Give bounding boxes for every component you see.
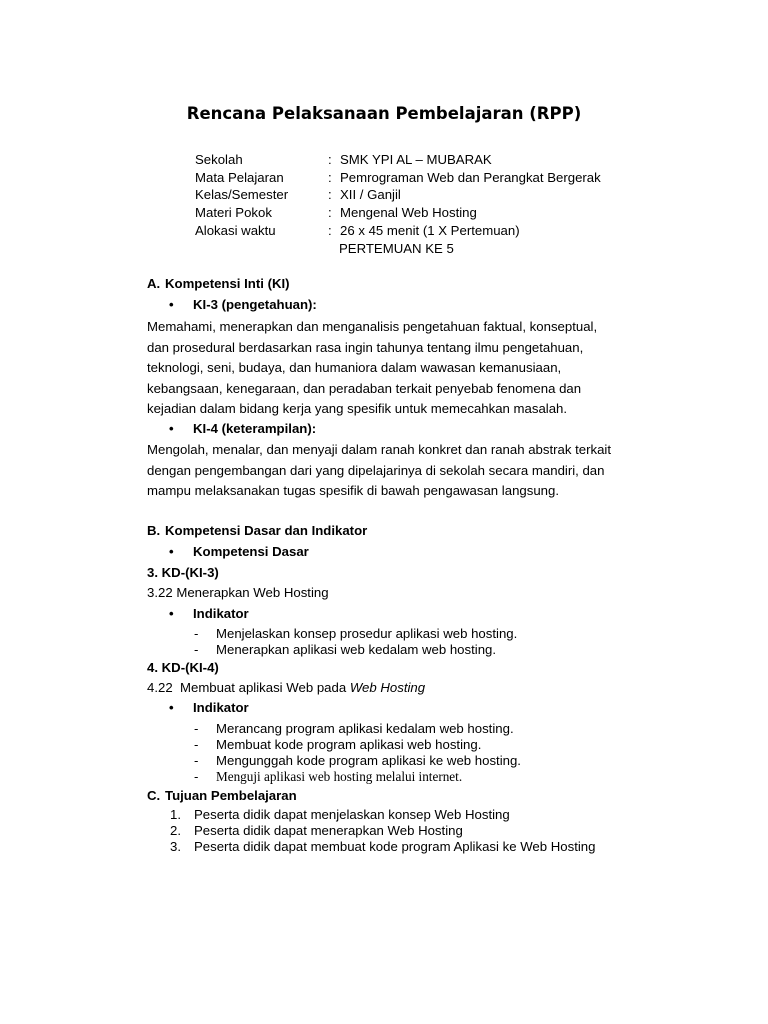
indicator-text: Merancang program aplikasi kedalam web hosting. (216, 721, 514, 736)
kd4-item-italic: Web Hosting (349, 680, 426, 695)
identity-value: 26 x 45 menit (1 X Pertemuan) (340, 223, 520, 238)
indicator-text: Mengunggah kode program aplikasi ke web hosting. (216, 753, 521, 768)
paragraph-line: kebangsaan, kenegaraan, dan peradaban terkait penyebab fenomena dan (147, 380, 582, 396)
identity-separator: : (328, 187, 332, 202)
identity-separator: : (328, 152, 332, 167)
kd3-heading: 3. KD-(KI-3) (147, 565, 219, 580)
paragraph-line: dengan pengembangan dari yang dipelajarinya di sekolah secara mandiri, dan (147, 462, 605, 478)
kd3-item: 3.22 Menerapkan Web Hosting (147, 585, 329, 600)
section-letter: C. (147, 788, 161, 803)
ki4-label: KI-4 (keterampilan): (193, 421, 317, 436)
kd4-indicator-item (194, 721, 514, 736)
dash-icon: - (194, 721, 199, 736)
identity-value: Pemrograman Web dan Perangkat Bergerak (340, 170, 601, 185)
objective-number: 3. (170, 839, 181, 854)
indicator-text: Membuat kode program aplikasi web hosting. (216, 737, 482, 752)
ki3-bullet (169, 297, 317, 312)
objective-item (170, 807, 510, 822)
pertemuan-label: PERTEMUAN KE 5 (339, 241, 454, 256)
kompetensi-dasar-label: Kompetensi Dasar (193, 544, 309, 559)
paragraph-line: kejadian dalam bidang kerja yang spesifik untuk memecahkan masalah. (147, 401, 568, 417)
section-b-heading (147, 523, 367, 538)
kd4-indicator-item (194, 769, 463, 785)
kompetensi-dasar-bullet (169, 544, 309, 559)
objective-number: 2. (170, 823, 181, 838)
indikator-label: Indikator (193, 606, 249, 621)
kd4-indicator-item (194, 753, 521, 768)
kd3-indicator-item (194, 642, 497, 657)
indikator-label: Indikator (193, 700, 249, 715)
kd3-indikator-bullet (169, 606, 249, 621)
objective-text: Peserta didik dapat membuat kode program Aplikasi ke Web Hosting (194, 839, 596, 854)
objective-text: Peserta didik dapat menerapkan Web Hosting (194, 823, 463, 838)
kd4-indikator-bullet (169, 700, 249, 715)
identity-label: Materi Pokok (195, 205, 272, 220)
section-letter: A. (147, 276, 161, 291)
ki3-label: KI-3 (pengetahuan): (193, 297, 317, 312)
document-title: Rencana Pelaksanaan Pembelajaran (RPP) (186, 104, 582, 123)
indicator-text: Menguji aplikasi web hosting melalui internet. (216, 769, 463, 784)
paragraph-line: Memahami, menerapkan dan menganalisis pengetahuan faktual, konseptual, (147, 319, 598, 334)
objective-item (170, 823, 463, 838)
kd3-indicator-item (194, 626, 518, 641)
identity-separator: : (328, 170, 332, 185)
identity-label: Alokasi waktu (195, 223, 276, 238)
indicator-text: Menerapkan aplikasi web kedalam web hosting. (216, 642, 497, 657)
section-letter: B. (147, 523, 161, 538)
dash-icon: - (194, 626, 199, 641)
ki3-paragraph (147, 317, 657, 420)
bullet-icon: • (169, 700, 174, 715)
identity-label: Kelas/Semester (195, 187, 289, 202)
identity-label: Mata Pelajaran (195, 170, 284, 185)
ki4-bullet (169, 421, 317, 436)
identity-separator: : (328, 205, 332, 220)
paragraph-line: mampu melaksanakan tugas spesifik di bawah pengawasan langsung. (147, 483, 559, 499)
section-c-heading (147, 788, 297, 803)
paragraph-line: teknologi, seni, budaya, dan humaniora dalam wawasan kemanusiaan, (147, 360, 562, 376)
objective-number: 1. (170, 807, 181, 822)
paragraph-line: Mengolah, menalar, dan menyaji dalam ranah konkret dan ranah abstrak terkait (147, 442, 612, 457)
section-title: Kompetensi Inti (KI) (165, 276, 290, 291)
objective-text: Peserta didik dapat menjelaskan konsep Web Hosting (194, 807, 510, 822)
bullet-icon: • (169, 421, 174, 436)
indicator-text: Menjelaskan konsep prosedur aplikasi web hosting. (216, 626, 518, 641)
ki4-paragraph (147, 440, 657, 502)
identity-label: Sekolah (195, 152, 243, 167)
dash-icon: - (194, 753, 199, 768)
kd4-item-text: 4.22 Membuat aplikasi Web pada (147, 680, 350, 695)
identity-value: Mengenal Web Hosting (340, 205, 477, 220)
bullet-icon: • (169, 544, 174, 559)
bullet-icon: • (169, 297, 174, 312)
section-a-heading (147, 276, 290, 291)
bullet-icon: • (169, 606, 174, 621)
section-title: Tujuan Pembelajaran (165, 788, 297, 803)
identity-value: XII / Ganjil (340, 187, 401, 202)
dash-icon: - (194, 769, 199, 784)
paragraph-line: dan prosedural berdasarkan rasa ingin tahunya tentang ilmu pengetahuan, (147, 339, 584, 355)
dash-icon: - (194, 737, 199, 752)
identity-value: SMK YPI AL – MUBARAK (340, 152, 492, 167)
dash-icon: - (194, 642, 199, 657)
section-title: Kompetensi Dasar dan Indikator (165, 523, 368, 538)
kd4-item (147, 680, 425, 695)
objective-item (170, 839, 596, 854)
kd4-heading: 4. KD-(KI-4) (147, 660, 219, 675)
identity-separator: : (328, 223, 332, 238)
kd4-indicator-item (194, 737, 482, 752)
